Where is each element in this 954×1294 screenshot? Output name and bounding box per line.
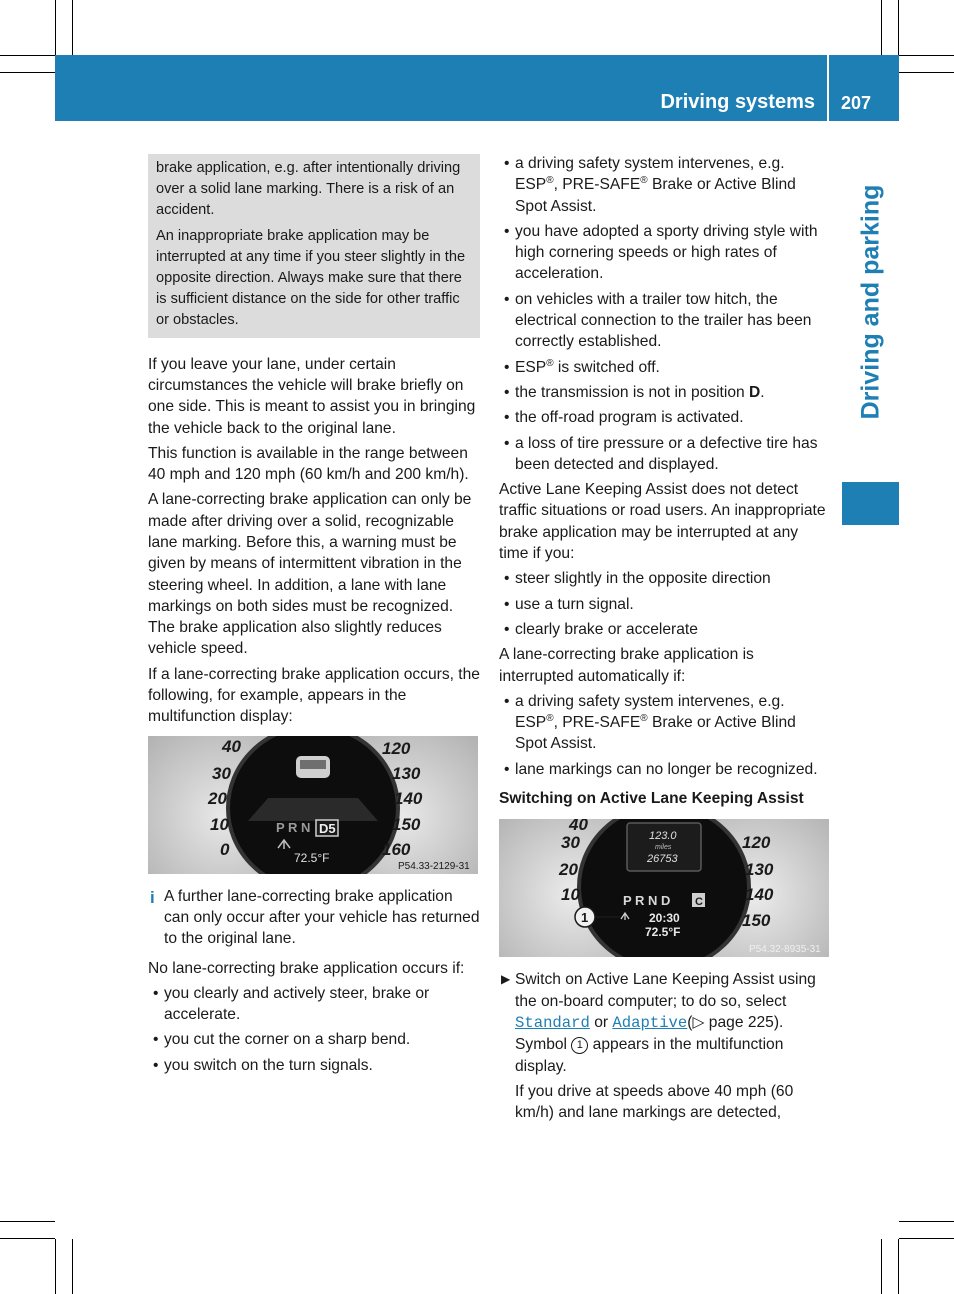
instrument-cluster-illustration — [148, 736, 478, 874]
instruction-step: ▶ Switch on Active Lane Keeping Assist using the on-board computer; to do so, select Standard or Adaptive(▷ page 225). Symbol 1 appears in the multifunction display. — [501, 971, 816, 1075]
left-gauge-number: 20 — [559, 860, 578, 880]
list-item: • the transmission is not in position D. — [499, 382, 831, 403]
list-item: • you cut the corner on a sharp bend. — [148, 1029, 480, 1050]
header-divider — [827, 55, 829, 121]
chapter-tab-label: Driving and parking — [856, 184, 884, 419]
warning-box — [148, 154, 480, 338]
instrument-cluster-image — [148, 736, 478, 874]
crop-mark — [0, 1221, 55, 1222]
left-gauge-number: 30 — [561, 833, 580, 853]
warning-text: An inappropriate brake application may be interrupted at any time if you steer slightly in the opposite direction. Always make sure that there is sufficient distance on the side for other traffic or obstacles. — [156, 227, 466, 329]
bullet-list — [148, 983, 480, 1076]
warning-text: brake application, e.g. after intentionally driving over a solid lane marking. There is a risk of an accident. — [156, 160, 461, 219]
trip-distance: 123.0 — [649, 830, 677, 843]
crop-mark — [898, 0, 899, 55]
list-item: • you have adopted a sporty driving style with high cornering speeds or high rates of acceleration. — [499, 221, 831, 285]
left-gauge-number: 20 — [208, 788, 227, 808]
list-item: • use a turn signal. — [499, 594, 831, 615]
crop-mark — [0, 55, 55, 56]
left-gauge-number: 30 — [212, 763, 231, 783]
left-gauge-number: 10 — [561, 885, 580, 905]
right-gauge-number: 140 — [394, 788, 423, 808]
left-gauge-number: 40 — [222, 736, 241, 756]
gear-selected: D5 — [319, 820, 336, 836]
chapter-tab-block — [842, 482, 899, 525]
list-item: • a loss of tire pressure or a defective tire has been detected and displayed. — [499, 433, 831, 476]
left-gauge-number: 10 — [210, 814, 229, 834]
arrow-icon: ▶ — [501, 972, 511, 987]
instrument-cluster-illustration — [499, 819, 829, 957]
paragraph: A lane-correcting brake application is interrupted automatically if: — [499, 646, 754, 685]
callout-number: 1 — [581, 910, 589, 926]
clock: 20:30 — [649, 911, 680, 926]
right-gauge-number: 150 — [392, 814, 421, 834]
right-column — [499, 153, 831, 1127]
list-item: • you clearly and actively steer, brake or accelerate. — [148, 983, 480, 1026]
trip-unit: miles — [655, 844, 672, 852]
paragraph: Active Lane Keeping Assist does not detect traffic situations or road users. An inappropriate brake application may be interrupted at any time if you: — [499, 481, 826, 563]
menu-option-standard: Standard — [515, 1013, 590, 1032]
image-code: P54.33-2129-31 — [398, 860, 470, 872]
right-gauge-number: 120 — [742, 833, 771, 853]
paragraph: If you drive at speeds above 40 mph (60 km/h) and lane markings are detected, — [515, 1082, 794, 1122]
crop-mark — [0, 1238, 55, 1239]
subheading: Switching on Active Lane Keeping Assist — [499, 790, 804, 808]
paragraph: If you leave your lane, under certain circumstances the vehicle will brake briefly on one side. This is meant to assist you in bringing the vehicle back to the original lane. — [148, 355, 476, 437]
info-text: A further lane-correcting brake application can only occur after your vehicle has returned to the original lane. — [164, 887, 480, 948]
menu-option-adaptive: Adaptive — [612, 1013, 688, 1032]
crop-mark — [881, 1239, 882, 1294]
gear-indicator: P R N D — [623, 893, 671, 909]
crop-mark — [881, 0, 882, 55]
gear-indicator: P R N — [276, 819, 311, 835]
right-gauge-number: 160 — [382, 839, 411, 859]
callout-symbol: 1 — [571, 1037, 588, 1054]
paragraph: If a lane-correcting brake application occurs, the following, for example, appears in the multifunction display: — [148, 665, 480, 726]
list-item: • on vehicles with a trailer tow hitch, the electrical connection to the trailer has been correctly established. — [499, 289, 831, 353]
left-column — [148, 154, 480, 1080]
list-item: • lane markings can no longer be recognized. — [499, 759, 831, 780]
page-header — [55, 55, 899, 121]
bullet-list — [499, 691, 831, 780]
crop-mark — [55, 1239, 56, 1294]
crop-mark — [898, 1239, 899, 1294]
right-gauge-number: 130 — [392, 763, 421, 783]
list-item: • ESP® is switched off. — [499, 357, 831, 378]
crop-mark — [55, 0, 56, 55]
bullet-list — [499, 153, 831, 475]
list-item: • you switch on the turn signals. — [148, 1055, 480, 1076]
odometer: 26753 — [647, 853, 678, 866]
list-item: • clearly brake or accelerate — [499, 619, 831, 640]
section-title: Driving systems — [660, 91, 815, 113]
crop-mark — [899, 1238, 954, 1239]
temperature-readout: 72.5°F — [294, 850, 330, 865]
crop-mark — [72, 0, 73, 55]
chapter-tab — [842, 121, 899, 482]
crop-mark — [899, 55, 954, 56]
right-gauge-number: 130 — [745, 860, 774, 880]
crop-mark — [72, 1239, 73, 1294]
instrument-cluster-image — [499, 819, 829, 957]
crop-mark — [0, 72, 55, 73]
right-gauge-number: 150 — [742, 911, 771, 931]
list-item: • a driving safety system intervenes, e.g. ESP®, PRE-SAFE® Brake or Active Blind Spot Assist. — [499, 691, 831, 755]
temperature-readout: 72.5°F — [645, 925, 681, 940]
left-gauge-number: 0 — [220, 839, 230, 859]
left-gauge-number: 40 — [569, 819, 588, 835]
drive-program: C — [695, 896, 703, 909]
paragraph: This function is available in the range between 40 mph and 120 mph (60 km/h and 200 km/h). — [148, 444, 469, 484]
list-item: • a driving safety system intervenes, e.g. ESP®, PRE-SAFE® Brake or Active Blind Spot Assist. — [499, 153, 831, 217]
list-item: • steer slightly in the opposite direction — [499, 568, 831, 589]
bullet-list — [499, 568, 831, 640]
crop-mark — [899, 1221, 954, 1222]
page-number: 207 — [841, 93, 872, 113]
paragraph: A lane-correcting brake application can only be made after driving over a solid, recognizable lane marking. Before this, a warning must be given by means of intermittent vibration in the steering wheel. In addition, a lane with lane markings on both sides must be recognized. The brake application also slightly reduces vehicle speed. — [148, 491, 472, 658]
paragraph: No lane-correcting brake application occurs if: — [148, 959, 465, 977]
right-gauge-number: 120 — [382, 738, 411, 758]
info-icon: i — [150, 887, 155, 907]
info-note — [148, 886, 480, 950]
list-item: • the off-road program is activated. — [499, 407, 831, 428]
right-gauge-number: 140 — [745, 885, 774, 905]
image-code: P54.32-8935-31 — [749, 944, 821, 956]
crop-mark — [899, 72, 954, 73]
page-reference[interactable]: (▷ page 225). — [687, 1013, 784, 1031]
